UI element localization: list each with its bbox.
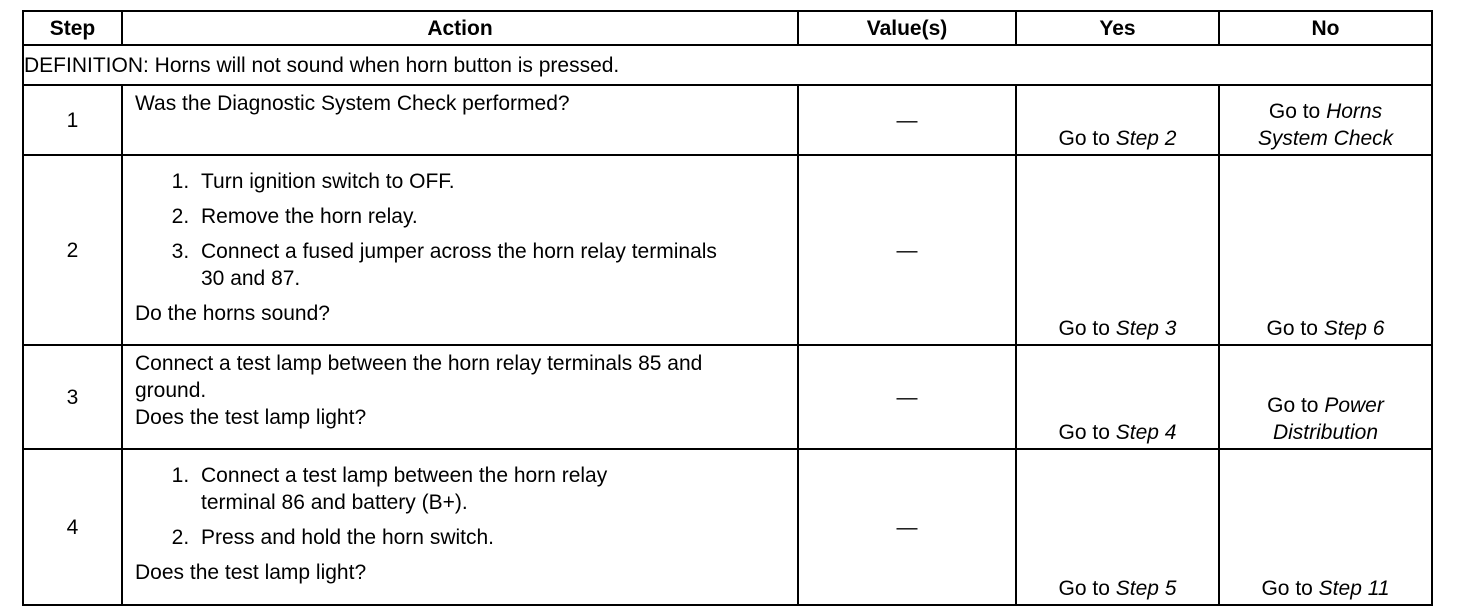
no-step-link[interactable]: Step 11 — [1318, 577, 1390, 600]
value-cell: — — [798, 155, 1016, 345]
action-question: Do the horns sound? — [135, 302, 330, 325]
no-link-line1: Power — [1324, 394, 1384, 417]
no-cell — [1219, 85, 1432, 155]
step-number: 2 — [23, 155, 122, 345]
action-question: Does the test lamp light? — [135, 561, 367, 584]
yes-prefix: Go to — [1058, 127, 1116, 150]
yes-prefix: Go to — [1058, 317, 1116, 340]
no-prefix: Go to — [1267, 394, 1325, 417]
no-cell — [1219, 449, 1432, 605]
yes-step-link[interactable]: Step 2 — [1115, 127, 1177, 150]
no-link-line2: Distribution — [1272, 421, 1379, 444]
header-action: Action — [122, 11, 798, 45]
action-list-item: 3. Connect a fused jumper across the horn relay terminals 30 and 87. — [195, 238, 789, 292]
action-cell — [122, 345, 798, 449]
no-prefix: Go to — [1266, 317, 1324, 340]
header-no: No — [1219, 11, 1432, 45]
action-cell — [122, 85, 798, 155]
header-yes: Yes — [1016, 11, 1219, 45]
header-values: Value(s) — [798, 11, 1016, 45]
action-text: Connect a test lamp between the horn relay terminals 85 and ground. — [135, 352, 703, 402]
yes-prefix: Go to — [1058, 577, 1116, 600]
yes-cell — [1016, 449, 1219, 605]
action-list-item: 1. Connect a test lamp between the horn relay terminal 86 and battery (B+). — [195, 462, 789, 516]
table-row — [23, 449, 1432, 605]
no-link-line2: System Check — [1257, 127, 1394, 150]
no-step-link[interactable]: Step 6 — [1323, 317, 1385, 340]
header-step: Step — [23, 11, 122, 45]
action-list-item: 1. Turn ignition switch to OFF. — [195, 168, 789, 195]
definition-text: DEFINITION: Horns will not sound when horn button is pressed. — [23, 45, 1432, 85]
action-cell — [122, 449, 798, 605]
no-link-line1: Horns — [1326, 100, 1383, 123]
table-row — [23, 345, 1432, 449]
step-number: 3 — [23, 345, 122, 449]
action-list — [135, 168, 789, 292]
yes-cell — [1016, 155, 1219, 345]
table-row — [23, 155, 1432, 345]
yes-cell — [1016, 85, 1219, 155]
action-question: Does the test lamp light? — [135, 406, 367, 429]
step-number: 1 — [23, 85, 122, 155]
yes-step-link[interactable]: Step 5 — [1115, 577, 1177, 600]
yes-cell — [1016, 345, 1219, 449]
action-list — [135, 462, 789, 551]
yes-step-link[interactable]: Step 3 — [1115, 317, 1177, 340]
yes-prefix: Go to — [1058, 421, 1116, 444]
definition-row — [23, 45, 1432, 85]
no-prefix: Go to — [1261, 577, 1319, 600]
action-list-item: 2. Press and hold the horn switch. — [195, 524, 789, 551]
value-cell: — — [798, 85, 1016, 155]
action-list-item: 2. Remove the horn relay. — [195, 203, 789, 230]
action-question: Was the Diagnostic System Check performed? — [135, 92, 570, 115]
value-cell: — — [798, 345, 1016, 449]
no-prefix: Go to — [1268, 100, 1327, 123]
header-row — [23, 11, 1432, 45]
diagnostic-table — [22, 10, 1433, 606]
no-cell — [1219, 345, 1432, 449]
action-cell — [122, 155, 798, 345]
table-row — [23, 85, 1432, 155]
yes-step-link[interactable]: Step 4 — [1115, 421, 1177, 444]
step-number: 4 — [23, 449, 122, 605]
diagnostic-table-container — [22, 10, 1433, 606]
no-cell — [1219, 155, 1432, 345]
value-cell: — — [798, 449, 1016, 605]
